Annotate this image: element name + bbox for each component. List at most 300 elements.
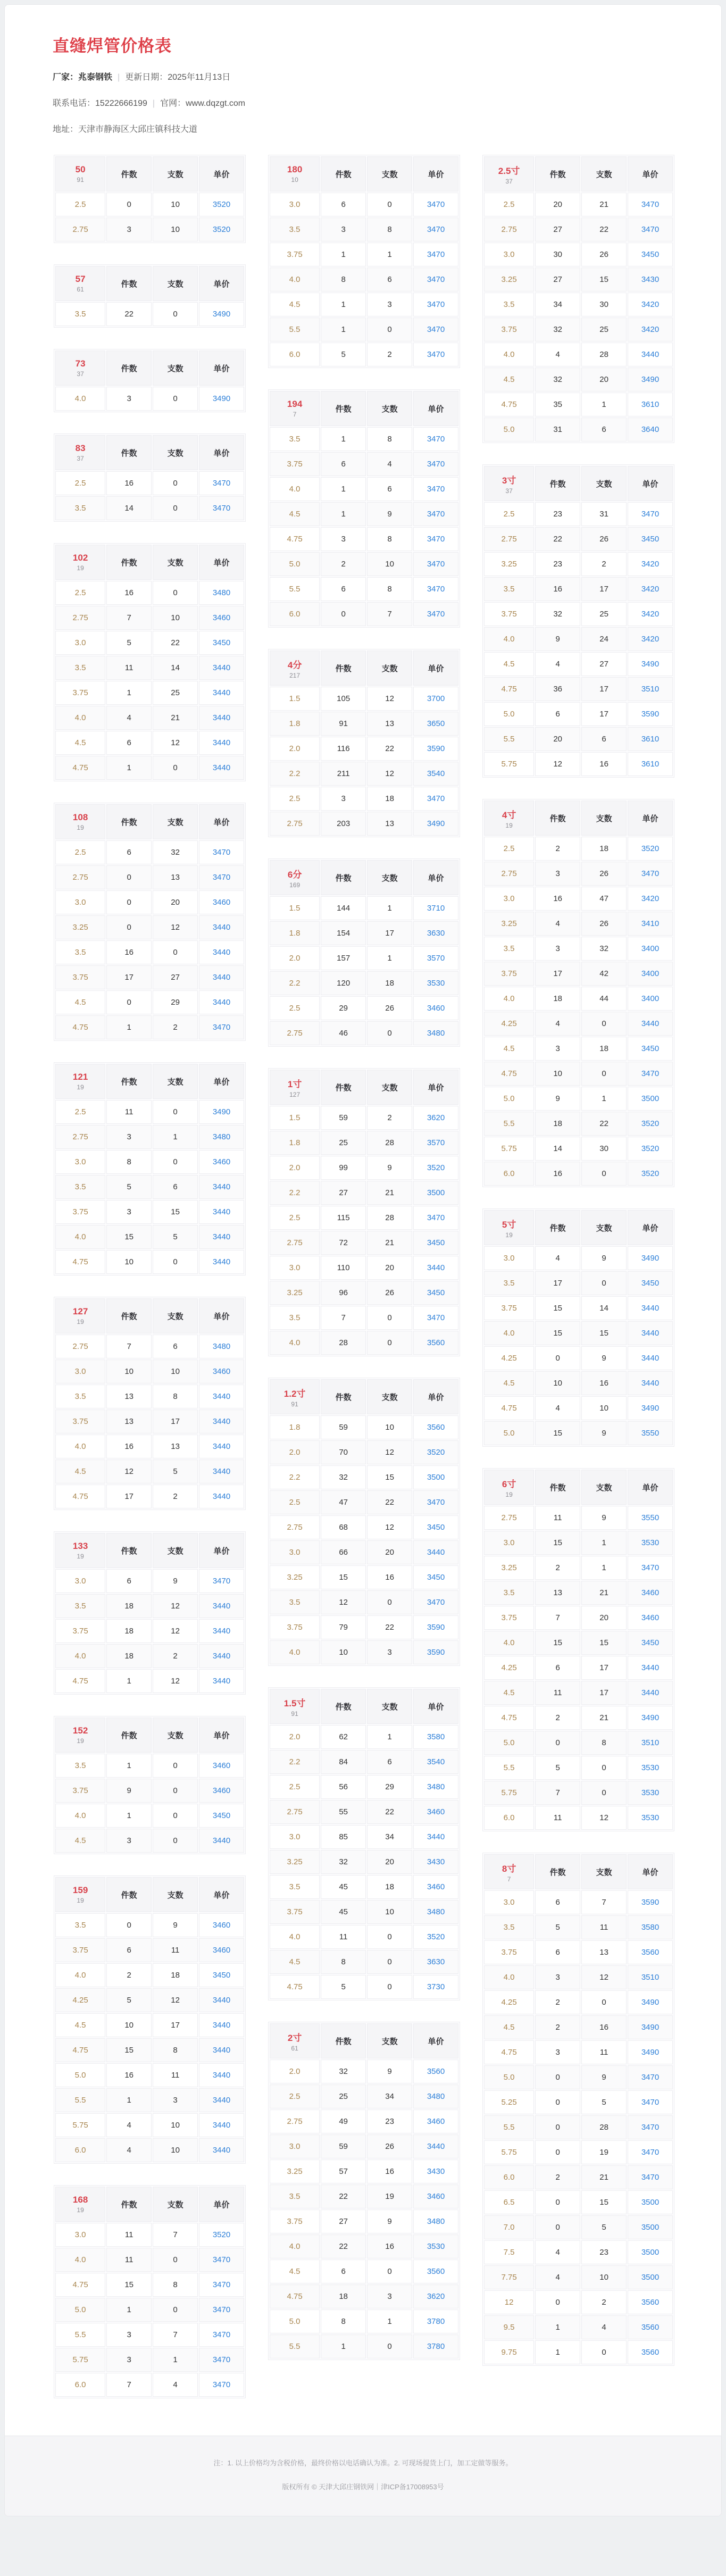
thickness-cell: 2.5 <box>55 840 105 864</box>
table-header-row <box>484 1470 673 1505</box>
col-header-price: 单价 <box>199 351 244 386</box>
pieces-cell: 1 <box>321 477 366 501</box>
table-row <box>484 368 673 391</box>
thickness-cell: 9.5 <box>484 2315 534 2339</box>
counts-cell: 44 <box>581 987 627 1011</box>
pieces-cell: 0 <box>535 2190 580 2214</box>
table-row <box>484 602 673 626</box>
counts-cell: 13 <box>581 1940 627 1964</box>
col-header-counts: 支数 <box>153 156 198 191</box>
pieces-cell: 32 <box>321 1850 366 1874</box>
counts-cell: 15 <box>581 2190 627 2214</box>
col-header-pieces: 件数 <box>321 156 366 191</box>
counts-cell: 25 <box>581 602 627 626</box>
pieces-cell: 32 <box>535 318 580 341</box>
thickness-cell: 4.0 <box>484 1631 534 1655</box>
pieces-cell: 10 <box>106 2013 152 2037</box>
pipe-size-sub: 217 <box>289 671 301 679</box>
table-row <box>55 2063 244 2087</box>
thickness-cell: 5.5 <box>484 1112 534 1136</box>
counts-cell: 27 <box>153 965 198 989</box>
pieces-cell: 13 <box>535 1581 580 1605</box>
counts-cell: 23 <box>367 2110 412 2133</box>
table-row <box>270 602 458 626</box>
pieces-cell: 105 <box>321 687 366 711</box>
price-cell: 3430 <box>628 268 673 291</box>
counts-cell: 18 <box>367 971 412 995</box>
price-cell: 3460 <box>628 1581 673 1605</box>
thickness-cell: 2.75 <box>270 812 320 836</box>
thickness-cell: 5.5 <box>270 577 320 601</box>
table-row <box>484 1965 673 1989</box>
separator: | <box>152 99 155 108</box>
table-row <box>270 2235 458 2258</box>
thickness-cell: 5.5 <box>270 318 320 341</box>
thickness-cell: 4.25 <box>484 1990 534 2014</box>
counts-cell: 2 <box>367 343 412 366</box>
counts-cell: 19 <box>367 2185 412 2208</box>
table-row <box>55 865 244 889</box>
counts-cell: 18 <box>581 1037 627 1061</box>
table-row <box>55 1594 244 1618</box>
pieces-cell: 0 <box>321 602 366 626</box>
price-cell: 3460 <box>628 1606 673 1630</box>
thickness-cell: 1.5 <box>270 1106 320 1130</box>
pipe-size-label: 1寸 <box>287 1079 302 1089</box>
table-row <box>270 2085 458 2108</box>
price-table-108 <box>54 803 246 1041</box>
table-row <box>484 1681 673 1705</box>
thickness-cell: 6.0 <box>484 2165 534 2189</box>
thickness-cell: 3.75 <box>55 1779 105 1803</box>
table-row <box>270 1206 458 1230</box>
pieces-cell: 3 <box>106 2348 152 2372</box>
table-row <box>55 1410 244 1433</box>
price-cell: 3490 <box>628 368 673 391</box>
price-cell: 3460 <box>413 2185 458 2208</box>
counts-cell: 25 <box>581 318 627 341</box>
col-header-counts: 支数 <box>153 1064 198 1099</box>
counts-cell: 17 <box>581 1681 627 1705</box>
price-cell: 3560 <box>628 1940 673 1964</box>
pipe-size-sub: 7 <box>293 411 297 418</box>
thickness-cell: 4.0 <box>55 706 105 730</box>
price-cell: 3480 <box>413 1021 458 1045</box>
table-row <box>270 812 458 836</box>
thickness-cell: 3.25 <box>55 915 105 939</box>
counts-cell: 16 <box>367 1565 412 1589</box>
price-cell: 3440 <box>628 1656 673 1680</box>
pipe-size-label: 194 <box>287 399 303 409</box>
col-header-pieces: 件数 <box>321 860 366 895</box>
counts-cell: 11 <box>153 2063 198 2087</box>
col-header-counts: 支数 <box>581 1210 627 1245</box>
pieces-cell: 3 <box>535 1037 580 1061</box>
price-cell: 3440 <box>413 2135 458 2158</box>
col-header-pieces: 件数 <box>106 545 152 580</box>
price-cell: 3460 <box>199 1754 244 1778</box>
table-row <box>270 896 458 920</box>
col-header-price: 单价 <box>413 391 458 426</box>
price-cell: 3470 <box>413 427 458 451</box>
counts-cell: 2 <box>153 1644 198 1668</box>
price-table-57 <box>54 264 246 328</box>
price-cell: 3460 <box>413 2110 458 2133</box>
price-cell: 3470 <box>199 1015 244 1039</box>
thickness-cell: 6.5 <box>484 2190 534 2214</box>
thickness-cell: 3.0 <box>484 887 534 911</box>
counts-cell: 7 <box>367 602 412 626</box>
table-row <box>55 1435 244 1458</box>
table-row <box>484 627 673 651</box>
counts-cell: 12 <box>153 1619 198 1643</box>
thickness-cell: 3.75 <box>270 243 320 266</box>
counts-cell: 12 <box>153 1669 198 1693</box>
thickness-cell: 2.5 <box>270 996 320 1020</box>
pieces-cell: 10 <box>106 1250 152 1274</box>
counts-cell: 0 <box>367 2260 412 2283</box>
table-row <box>55 1485 244 1508</box>
counts-cell: 21 <box>581 2165 627 2189</box>
price-table-159 <box>54 1875 246 2164</box>
price-cell: 3460 <box>199 1913 244 1937</box>
counts-cell: 20 <box>581 1606 627 1630</box>
pieces-cell: 13 <box>106 1410 152 1433</box>
thickness-cell: 6.0 <box>270 602 320 626</box>
table-row <box>55 1829 244 1853</box>
thickness-cell: 2.5 <box>270 787 320 811</box>
table-header-row <box>55 1533 244 1568</box>
col-header-pieces: 件数 <box>106 2187 152 2222</box>
thickness-cell: 5.0 <box>484 1731 534 1755</box>
thickness-cell: 2.5 <box>484 502 534 526</box>
price-cell: 3470 <box>413 787 458 811</box>
table-row <box>55 2248 244 2272</box>
table-row <box>484 677 673 701</box>
pieces-cell: 0 <box>535 2140 580 2164</box>
table-row <box>270 1800 458 1824</box>
table-row <box>484 1531 673 1555</box>
pieces-cell: 46 <box>321 1021 366 1045</box>
table-row <box>55 1200 244 1224</box>
counts-cell: 3 <box>153 2088 198 2112</box>
thickness-cell: 3.5 <box>484 1915 534 1939</box>
pieces-cell: 0 <box>106 990 152 1014</box>
thickness-cell: 1.8 <box>270 1415 320 1439</box>
pieces-cell: 49 <box>321 2110 366 2133</box>
counts-cell: 1 <box>581 393 627 416</box>
price-table-168 <box>54 2185 246 2398</box>
counts-cell: 0 <box>153 387 198 411</box>
col-header-price: 单价 <box>413 860 458 895</box>
thickness-cell: 4.75 <box>55 756 105 780</box>
table-row <box>484 577 673 601</box>
pieces-cell: 14 <box>106 496 152 520</box>
counts-cell: 10 <box>581 1396 627 1420</box>
pieces-cell: 4 <box>535 1012 580 1036</box>
table-row <box>55 2038 244 2062</box>
counts-cell: 1 <box>367 2310 412 2333</box>
thickness-cell: 4.5 <box>270 293 320 316</box>
pipe-size-label: 3寸 <box>502 475 516 486</box>
counts-cell: 22 <box>581 1112 627 1136</box>
counts-cell: 0 <box>581 1756 627 1780</box>
thickness-cell: 4.5 <box>55 2013 105 2037</box>
table-row <box>270 921 458 945</box>
counts-cell: 28 <box>367 1131 412 1155</box>
col-header-pieces: 件数 <box>106 1718 152 1753</box>
thickness-cell: 3.75 <box>55 1410 105 1433</box>
pieces-cell: 16 <box>106 2063 152 2087</box>
pieces-cell: 17 <box>535 962 580 986</box>
counts-cell: 11 <box>153 1938 198 1962</box>
counts-cell: 8 <box>153 2038 198 2062</box>
table-row <box>484 962 673 986</box>
pieces-cell: 3 <box>106 1200 152 1224</box>
table-row <box>484 2190 673 2214</box>
table-header-row <box>55 351 244 386</box>
pipe-size-header <box>270 651 320 686</box>
thickness-cell: 5.0 <box>55 2063 105 2087</box>
price-cell: 3490 <box>199 387 244 411</box>
pieces-cell: 17 <box>106 965 152 989</box>
thickness-cell: 2.0 <box>270 946 320 970</box>
thickness-cell: 4.75 <box>55 2273 105 2297</box>
table-row <box>484 2215 673 2239</box>
table-row <box>484 2265 673 2289</box>
thickness-cell: 3.5 <box>55 1175 105 1199</box>
thickness-cell: 3.0 <box>270 1540 320 1564</box>
counts-cell: 18 <box>367 1875 412 1899</box>
price-cell: 3440 <box>199 965 244 989</box>
price-cell: 3440 <box>199 940 244 964</box>
pieces-cell: 16 <box>535 887 580 911</box>
counts-cell: 15 <box>153 1200 198 1224</box>
counts-cell: 11 <box>581 1915 627 1939</box>
thickness-cell: 3.75 <box>484 962 534 986</box>
pieces-cell: 18 <box>106 1594 152 1618</box>
table-row <box>55 706 244 730</box>
price-cell: 3470 <box>413 318 458 341</box>
price-cell: 3520 <box>199 218 244 241</box>
pieces-cell: 27 <box>321 2210 366 2233</box>
thickness-cell: 2.75 <box>55 218 105 241</box>
pieces-cell: 72 <box>321 1231 366 1255</box>
thickness-cell: 5.75 <box>55 2348 105 2372</box>
price-cell: 3470 <box>628 502 673 526</box>
thickness-cell: 7.0 <box>484 2215 534 2239</box>
counts-cell: 7 <box>581 1890 627 1914</box>
table-row <box>270 1306 458 1330</box>
price-cell: 3480 <box>199 581 244 605</box>
table-row <box>484 1656 673 1680</box>
price-table-152 <box>54 1716 246 1854</box>
price-cell: 3460 <box>199 1150 244 1174</box>
thickness-cell: 4.0 <box>55 1804 105 1828</box>
thickness-cell: 3.0 <box>270 2135 320 2158</box>
col-header-counts: 支数 <box>153 804 198 839</box>
col-header-counts: 支数 <box>367 156 412 191</box>
counts-cell: 11 <box>581 2040 627 2064</box>
table-header-row <box>270 2023 458 2058</box>
price-cell: 3440 <box>199 990 244 1014</box>
counts-cell: 0 <box>153 581 198 605</box>
counts-cell: 0 <box>153 2298 198 2322</box>
pipe-size-sub: 7 <box>507 1875 511 1883</box>
price-cell: 3530 <box>628 1531 673 1555</box>
pieces-cell: 5 <box>106 631 152 655</box>
pieces-cell: 6 <box>535 702 580 726</box>
table-row <box>484 2290 673 2314</box>
thickness-cell: 5.5 <box>270 2335 320 2358</box>
thickness-cell: 3.0 <box>55 1360 105 1383</box>
table-row <box>55 1175 244 1199</box>
counts-cell: 9 <box>581 1506 627 1530</box>
price-table-6分 <box>268 858 460 1047</box>
counts-cell: 0 <box>367 1331 412 1355</box>
table-row <box>484 1162 673 1186</box>
table-header-row <box>55 1718 244 1753</box>
pipe-size-header <box>270 391 320 426</box>
thickness-cell: 3.0 <box>484 243 534 266</box>
counts-cell: 0 <box>581 1012 627 1036</box>
counts-cell: 10 <box>153 193 198 216</box>
pieces-cell: 157 <box>321 946 366 970</box>
pipe-size-header <box>270 2023 320 2058</box>
table-row <box>484 218 673 241</box>
col-header-price: 单价 <box>628 801 673 836</box>
counts-cell: 0 <box>581 1781 627 1805</box>
thickness-cell: 6.0 <box>270 343 320 366</box>
counts-cell: 6 <box>367 477 412 501</box>
table-row <box>270 577 458 601</box>
counts-cell: 0 <box>153 1829 198 1853</box>
pipe-size-header <box>55 2187 105 2222</box>
table-header-row <box>270 391 458 426</box>
counts-cell: 10 <box>153 218 198 241</box>
counts-cell: 21 <box>581 1706 627 1730</box>
table-row <box>55 2348 244 2372</box>
price-cell: 3440 <box>199 1644 244 1668</box>
col-header-price: 单价 <box>199 2187 244 2222</box>
counts-cell: 29 <box>367 1775 412 1799</box>
thickness-cell: 3.5 <box>55 1754 105 1778</box>
table-row <box>484 1756 673 1780</box>
price-table-73 <box>54 349 246 412</box>
pipe-size-label: 1.2寸 <box>283 1388 306 1399</box>
thickness-cell: 3.25 <box>270 2160 320 2183</box>
counts-cell: 4 <box>367 452 412 476</box>
table-row <box>484 1506 673 1530</box>
table-row <box>484 727 673 751</box>
thickness-cell: 3.25 <box>484 268 534 291</box>
thickness-cell: 4.0 <box>484 1965 534 1989</box>
price-cell: 3640 <box>628 418 673 441</box>
table-row <box>270 762 458 786</box>
thickness-cell: 5.75 <box>484 2140 534 2164</box>
table-row <box>270 427 458 451</box>
price-cell: 3450 <box>199 1963 244 1987</box>
col-header-pieces: 件数 <box>106 1064 152 1099</box>
thickness-cell: 2.75 <box>55 606 105 630</box>
pieces-cell: 3 <box>106 218 152 241</box>
pipe-size-sub: 19 <box>77 1083 84 1091</box>
price-cell: 3430 <box>413 1850 458 1874</box>
counts-cell: 12 <box>153 731 198 755</box>
counts-cell: 0 <box>581 1162 627 1186</box>
table-row <box>55 1460 244 1483</box>
table-row <box>270 1021 458 1045</box>
thickness-cell: 2.5 <box>270 1206 320 1230</box>
pieces-cell: 0 <box>106 915 152 939</box>
table-row <box>484 1137 673 1161</box>
pipe-size-sub: 37 <box>505 487 513 495</box>
table-row <box>55 1644 244 1668</box>
col-header-price: 单价 <box>413 1070 458 1105</box>
price-cell: 3450 <box>628 1631 673 1655</box>
counts-cell: 22 <box>367 1800 412 1824</box>
thickness-cell: 4.75 <box>270 527 320 551</box>
table-row <box>55 731 244 755</box>
price-cell: 3470 <box>413 343 458 366</box>
table-row <box>270 971 458 995</box>
table-header-row <box>55 804 244 839</box>
pieces-cell: 11 <box>535 1806 580 1830</box>
page-card <box>4 4 722 2516</box>
pipe-size-label: 4分 <box>287 660 302 670</box>
counts-cell: 17 <box>581 577 627 601</box>
thickness-cell: 3.5 <box>484 1581 534 1605</box>
counts-cell: 13 <box>367 712 412 736</box>
pieces-cell: 45 <box>321 1900 366 1924</box>
thickness-cell: 3.25 <box>484 912 534 936</box>
col-header-counts: 支数 <box>153 545 198 580</box>
counts-cell: 13 <box>367 812 412 836</box>
price-cell: 3440 <box>199 1410 244 1433</box>
price-cell: 3590 <box>413 737 458 761</box>
table-row <box>55 1779 244 1803</box>
table-row <box>484 293 673 316</box>
table-row <box>270 452 458 476</box>
price-cell: 3440 <box>628 1346 673 1370</box>
thickness-cell: 3.5 <box>270 1590 320 1614</box>
thickness-cell: 7.75 <box>484 2265 534 2289</box>
col-header-price: 单价 <box>199 1533 244 1568</box>
table-row <box>270 1590 458 1614</box>
table-row <box>484 652 673 676</box>
table-row <box>270 1975 458 1999</box>
counts-cell: 18 <box>581 837 627 861</box>
footer-copyright: 版权所有 © 天津大邱庄钢铁网｜津ICP备17008953号 <box>282 2483 444 2491</box>
col-header-price: 单价 <box>199 266 244 301</box>
phone-value: 15222666199 <box>95 99 147 108</box>
thickness-cell: 5.0 <box>484 702 534 726</box>
counts-cell: 6 <box>153 1335 198 1358</box>
table-row <box>55 1015 244 1039</box>
col-header-price: 单价 <box>413 1689 458 1724</box>
price-cell: 3710 <box>413 896 458 920</box>
thickness-cell: 2.75 <box>484 862 534 886</box>
col-header-price: 单价 <box>199 1877 244 1912</box>
price-cell: 3470 <box>413 577 458 601</box>
pieces-cell: 116 <box>321 737 366 761</box>
pieces-cell: 10 <box>106 1360 152 1383</box>
price-cell: 3500 <box>628 2240 673 2264</box>
pipe-size-label: 159 <box>72 1885 88 1895</box>
table-row <box>484 702 673 726</box>
table-header-row <box>270 860 458 895</box>
price-cell: 3520 <box>628 1162 673 1186</box>
